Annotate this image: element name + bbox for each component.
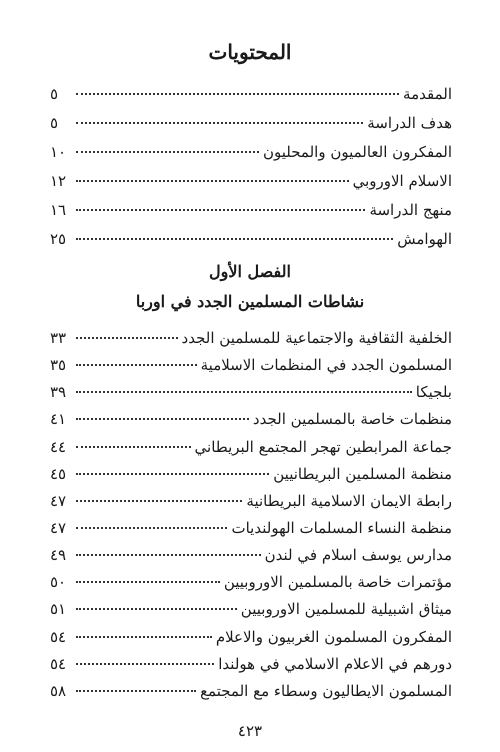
toc-entry-page: ٥: [50, 85, 59, 103]
toc-entry: [50, 491, 452, 511]
toc-entry: [50, 681, 452, 701]
toc-entry: [50, 382, 452, 402]
toc-entry-title: دورهم في الاعلام الاسلامي في هولندا: [218, 654, 452, 673]
chapter-title: نشاطات المسلمين الجدد في اوربا: [135, 292, 365, 311]
dot-leader: [76, 690, 196, 692]
dot-leader: [76, 364, 197, 366]
toc-entry-page: ٤٤: [50, 437, 67, 456]
toc-entry-page: ٣٣: [50, 329, 67, 347]
dot-leader: [76, 122, 363, 124]
toc-entry: [50, 464, 452, 484]
dot-leader: [76, 554, 261, 556]
dot-leader: [76, 636, 212, 638]
toc-entry: [50, 113, 452, 133]
toc-entry-page: ٤٧: [50, 518, 67, 537]
intro-toc-list: [50, 84, 452, 258]
toc-entry-title: مدارس يوسف اسلام في لندن: [264, 546, 452, 565]
page-number: ٤٢٣: [237, 722, 263, 740]
dot-leader: [76, 500, 242, 502]
toc-entry: [50, 142, 452, 162]
toc-entry-title: منهج الدراسة: [369, 201, 452, 219]
toc-entry-page: ٤٩: [50, 546, 67, 565]
dot-leader: [76, 180, 349, 182]
toc-entry-title: مؤتمرات خاصة بالمسلمين الاوروبيين: [223, 573, 452, 592]
toc-entry-page: ٤١: [50, 410, 67, 429]
toc-entry-page: ١٦: [50, 201, 67, 219]
toc-entry-title: بلجيكا: [415, 383, 452, 402]
toc-entry: [50, 171, 452, 191]
toc-entry-page: ٥٤: [50, 654, 67, 673]
toc-entry-title: المقدمة: [403, 85, 452, 103]
toc-entry-page: ١٠: [50, 143, 67, 161]
toc-entry-title: ميثاق اشبيلية للمسلمين الاوروبيين: [240, 600, 452, 619]
toc-entry-page: ٤٧: [50, 491, 67, 510]
toc-entry-title: منظمات خاصة بالمسلمين الجدد: [252, 410, 452, 429]
toc-entry-page: ٢٥: [50, 230, 67, 248]
toc-entry-page: ٥١: [50, 600, 67, 619]
toc-entry-page: ١٢: [50, 172, 67, 190]
dot-leader: [76, 663, 214, 665]
toc-entry-title: الهوامش: [397, 230, 452, 248]
dot-leader: [76, 151, 259, 153]
dot-leader: [76, 473, 269, 475]
dot-leader: [76, 337, 178, 339]
toc-entry-page: ٣٥: [50, 356, 67, 375]
toc-entry: [50, 572, 452, 592]
toc-entry: [50, 437, 452, 457]
dot-leader: [76, 608, 237, 610]
toc-entry: [50, 518, 452, 538]
dot-leader: [76, 93, 399, 95]
toc-entry-page: ٥٤: [50, 627, 67, 646]
toc-entry-page: ٥٠: [50, 573, 67, 592]
toc-entry-title: المسلمون الجدد في المنظمات الاسلامية: [200, 356, 452, 375]
toc-entry-title: الخلفية الثقافية والاجتماعية للمسلمين الجدد: [181, 329, 452, 347]
toc-entry: [50, 627, 452, 647]
toc-entry: [50, 409, 452, 429]
toc-entry: [50, 545, 452, 565]
toc-entry-title: جماعة المرابطين تهجر المجتمع البريطاني: [194, 437, 452, 456]
toc-entry: [50, 654, 452, 674]
toc-entry-title: الاسلام الاوروبي: [352, 172, 452, 190]
dot-leader: [76, 209, 365, 211]
dot-leader: [76, 446, 191, 448]
toc-entry-page: ٥٨: [50, 681, 67, 700]
chapter-toc-list: [50, 328, 452, 708]
toc-entry-title: منظمة النساء المسلمات الهولنديات: [231, 518, 452, 537]
toc-entry: [50, 599, 452, 619]
toc-entry-page: ٥: [50, 114, 59, 132]
page-title: المحتويات: [208, 40, 292, 64]
toc-entry: [50, 200, 452, 220]
toc-entry-page: ٣٩: [50, 383, 67, 402]
toc-entry-title: المفكرون العالميون والمحليون: [262, 143, 452, 161]
toc-entry: [50, 355, 452, 375]
dot-leader: [76, 391, 412, 393]
chapter-label: الفصل الأول: [209, 262, 291, 281]
toc-entry-page: ٤٥: [50, 464, 67, 483]
toc-entry-title: منظمة المسلمين البريطانيين: [273, 464, 452, 483]
toc-entry-title: المسلمون الايطاليون وسطاء مع المجتمع: [200, 681, 452, 700]
toc-entry: [50, 229, 452, 249]
toc-entry: [50, 84, 452, 104]
toc-entry-title: رابطة الايمان الاسلامية البريطانية: [246, 491, 452, 510]
dot-leader: [76, 581, 220, 583]
dot-leader: [76, 238, 393, 240]
toc-entry: [50, 328, 452, 348]
dot-leader: [76, 418, 249, 420]
toc-entry-title: المفكرون المسلمون الغربيون والاعلام: [215, 627, 452, 646]
toc-entry-title: هدف الدراسة: [367, 114, 452, 132]
dot-leader: [76, 527, 227, 529]
